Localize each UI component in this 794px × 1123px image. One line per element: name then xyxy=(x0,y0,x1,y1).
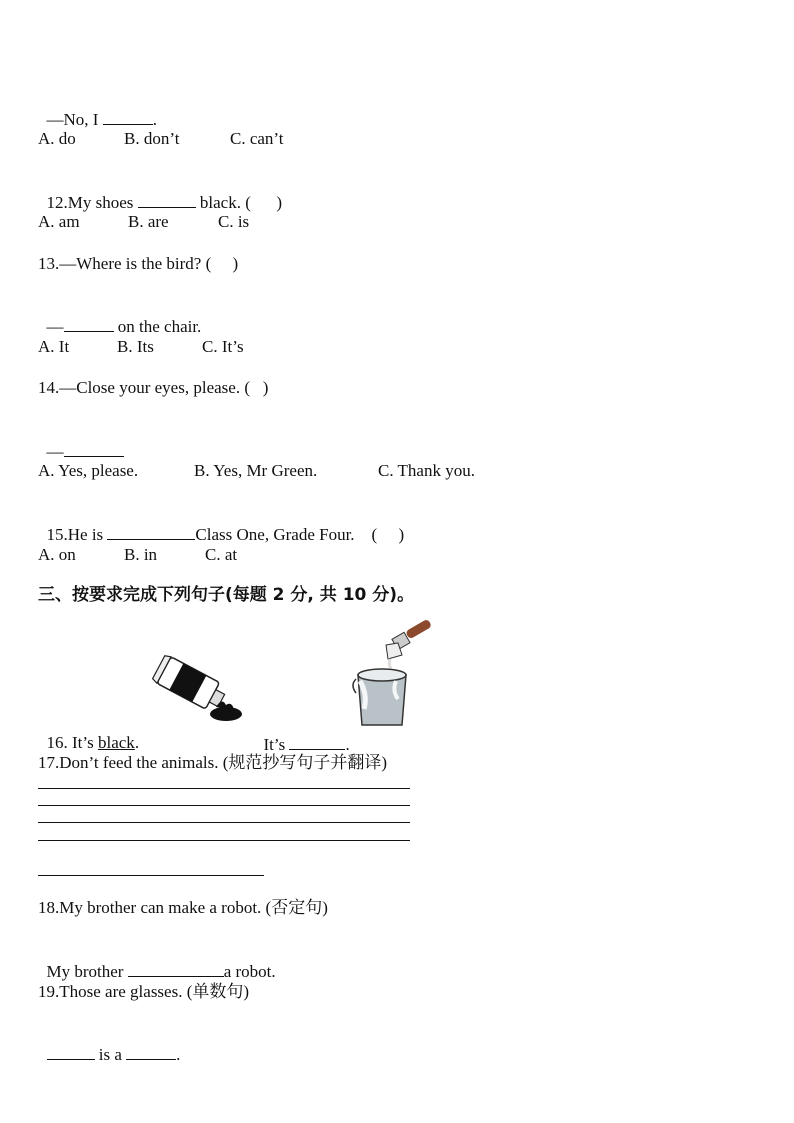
q13-blank[interactable] xyxy=(64,315,114,332)
q14-question: 14.—Close your eyes, please. ( ) xyxy=(38,378,269,397)
q13-option-c[interactable]: C. It’s xyxy=(202,337,244,356)
q16-second-prefix: It’s xyxy=(263,735,290,754)
q11-blank[interactable] xyxy=(103,108,153,125)
q14-answer-prefix: — xyxy=(46,442,64,461)
q12-option-b[interactable]: B. are xyxy=(128,212,169,231)
q12-suffix: black. ( ) xyxy=(195,193,283,212)
q16-second-suffix: . xyxy=(345,735,350,754)
q11-answer-line xyxy=(38,88,157,130)
paint-tube-icon xyxy=(150,655,245,725)
q19-answer-middle: is a xyxy=(94,1045,127,1064)
writing-line[interactable] xyxy=(38,822,410,823)
q13-option-b[interactable]: B. Its xyxy=(117,337,154,356)
q15-option-a[interactable]: A. on xyxy=(38,545,76,564)
q11-answer-suffix: . xyxy=(152,110,157,129)
q18-question: 18.My brother can make a robot. (否定句) xyxy=(38,898,328,917)
q14-option-a[interactable]: A. Yes, please. xyxy=(38,461,139,480)
q12-option-c[interactable]: C. is xyxy=(218,212,250,231)
q16-suffix: . xyxy=(134,733,140,752)
q13-answer-suffix: on the chair. xyxy=(113,317,202,336)
q11-answer-prefix: —No, I xyxy=(46,110,103,129)
writing-line[interactable] xyxy=(38,805,410,806)
q15-option-b[interactable]: B. in xyxy=(124,545,158,564)
q12-prefix: 12.My shoes xyxy=(46,193,138,212)
q13-question: 13.—Where is the bird? ( ) xyxy=(38,254,239,273)
q16-second-sentence xyxy=(255,713,350,755)
q16-prefix: 16. It’s xyxy=(46,733,98,752)
q13-answer-prefix: — xyxy=(46,317,64,336)
q16-underlined-word: black xyxy=(97,733,135,752)
q16-blank[interactable] xyxy=(289,733,345,750)
q13-answer-line xyxy=(38,295,201,337)
q15-option-c[interactable]: C. at xyxy=(205,545,238,564)
writing-line[interactable] xyxy=(38,788,410,789)
translation-line[interactable] xyxy=(38,875,264,876)
q14-answer-line xyxy=(38,420,124,462)
q15-question xyxy=(38,503,404,545)
q12-option-a[interactable]: A. am xyxy=(38,212,80,231)
q18-answer-suffix: a robot. xyxy=(223,962,276,981)
q17-question: 17.Don’t feed the animals. (规范抄写句子并翻译) xyxy=(38,753,388,772)
q19-blank-1[interactable] xyxy=(47,1043,95,1060)
q14-blank[interactable] xyxy=(64,440,124,457)
paint-bucket-icon xyxy=(348,625,433,730)
q19-blank-2[interactable] xyxy=(126,1043,176,1060)
q12-question xyxy=(38,171,282,213)
q13-option-a[interactable]: A. It xyxy=(38,337,70,356)
q18-answer-line xyxy=(38,940,276,982)
q14-option-b[interactable]: B. Yes, Mr Green. xyxy=(194,461,318,480)
q19-answer-suffix: . xyxy=(176,1045,181,1064)
q15-blank[interactable] xyxy=(107,523,195,540)
q11-option-b[interactable]: B. don’t xyxy=(124,129,180,148)
q15-prefix: 15.He is xyxy=(46,525,108,544)
q16-question xyxy=(38,713,139,753)
q15-suffix: Class One, Grade Four. ( ) xyxy=(195,525,405,544)
q18-answer-prefix: My brother xyxy=(46,962,128,981)
writing-line[interactable] xyxy=(38,840,410,841)
q11-option-c[interactable]: C. can’t xyxy=(230,129,284,148)
q14-option-c[interactable]: C. Thank you. xyxy=(378,461,475,480)
q19-question: 19.Those are glasses. (单数句) xyxy=(38,982,250,1001)
section3-heading: 三、按要求完成下列句子(每题 2 分, 共 10 分)。 xyxy=(38,585,415,605)
q11-option-a[interactable]: A. do xyxy=(38,129,76,148)
q12-blank[interactable] xyxy=(138,191,196,208)
q19-answer-line xyxy=(38,1023,180,1065)
q18-blank[interactable] xyxy=(128,960,224,977)
